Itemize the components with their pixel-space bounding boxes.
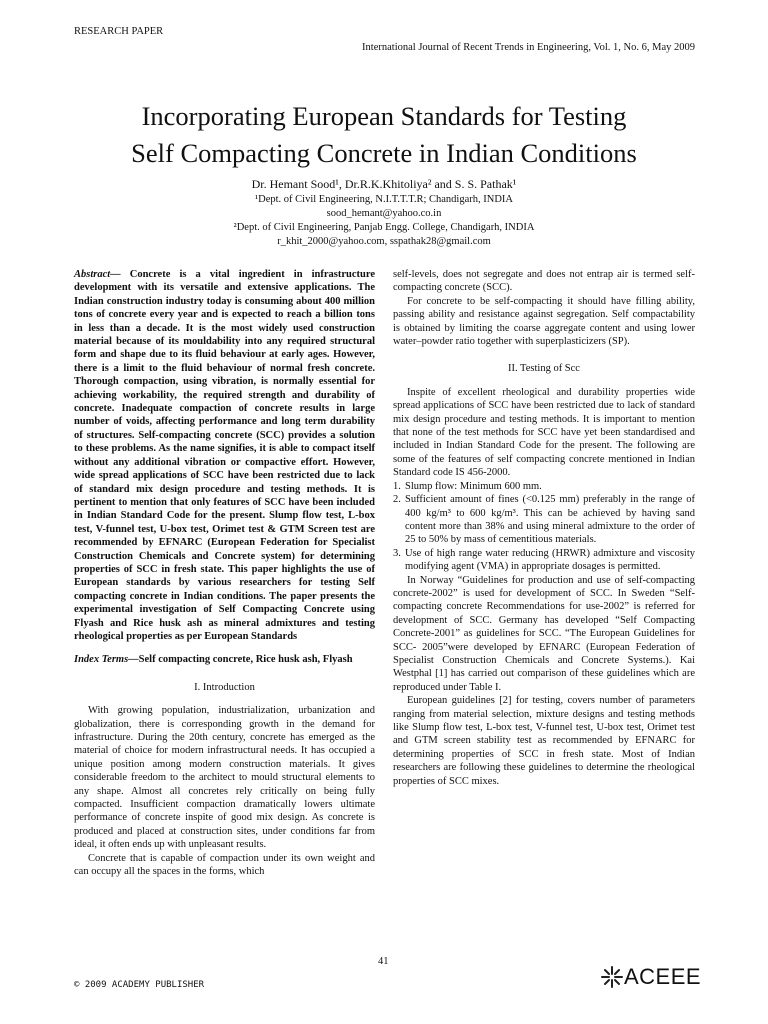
affiliation-2: ²Dept. of Civil Engineering, Panjab Engg. College, Chandigarh, INDIA: [233, 222, 535, 233]
title-line-2: Self Compacting Concrete in Indian Conditions: [131, 138, 637, 168]
author-list: Dr. Hemant Sood¹, Dr.R.K.Khitoliya² and S. S. Pathak¹: [251, 177, 517, 191]
page-number: 41: [378, 956, 389, 967]
abstract-label: Abstract—: [74, 269, 121, 280]
affiliation-email-1: sood_hemant@yahoo.co.in: [326, 208, 442, 219]
list-item: [393, 480, 695, 493]
testing-paragraph: Inspite of excellent rheological and durability properties wide spread applications of SCC have been restricted due to lack of standard mix design procedure and testing methods. It is important to mention that none of the test methods for SCC have yet been standardised and included in Indian Standard Code for the present. The following are some of the features of self compacting concrete mentioned in Indian Standard code IS 456-2000.: [393, 386, 695, 479]
list-number: 1.: [393, 480, 401, 492]
list-number: 2.: [393, 494, 401, 506]
european-guidelines-paragraph: European guidelines [2] for testing, covers number of parameters ranging from material selection, mixture designs and testing methods like Slump flow test, L-box test, V-funnel test, U-box test, Orimet test and GTM screen stability test as recommended by EFNARC for determining properties of SCC in fresh state. Most of Indian researchers are following these guidelines to determine the rheological properties of SCC mixes.: [393, 695, 695, 787]
section-heading-testing: II. Testing of Scc: [508, 363, 580, 375]
scc-definition-paragraph: self-levels, does not segregate and does not entrap air is termed self-compacting concrete (SCC).: [393, 269, 695, 294]
aceee-logo: [600, 964, 701, 990]
copyright-notice: © 2009 ACADEMY PUBLISHER: [74, 980, 205, 990]
running-header-label: RESEARCH PAPER: [74, 26, 164, 37]
intro-paragraph-2: Concrete that is capable of compaction under its own weight and can occupy all the spaces in the forms, which: [74, 852, 375, 878]
right-column: [393, 268, 695, 788]
list-text: Sufficient amount of fines (<0.125 mm) preferably in the range of 400 kg/m³ to 600 kg/m³. This can be achieved by having sand content more than 38% and using mineral admixture to the order of 25 to 50% by mass of cementitious materials.: [405, 494, 695, 546]
features-list: [393, 480, 695, 574]
title-line-1: Incorporating European Standards for Testing: [141, 101, 627, 131]
abstract-text: Concrete is a vital ingredient in infrastructure development with its versatile and extensive applications. The Indian construction industry today is consuming about 400 million tons of concrete every year and is expected to reach a billion tons in less than a decade. It is the most widely used construction material because of its mouldability into any required structural form and shape due to its fluid behaviour at early ages. However, there is a limit to the fluid behaviour of normal fresh concrete. Thorough compaction, using vibration, is normally essential for achieving workability, the required strength and durability of concrete. Inadequate compaction of concrete results in large number of voids, affecting performance and long term durability of structures. Self-compacting concrete (SCC) provides a solution to these problems. As the name signifies, it is able to compact itself without any additional vibration or compactive effort. However, wide spread applications of SCC have been restricted due to lack of standard mix design procedure and testing methods. It is pertinent to mention that only features of SCC have been included in Indian Standard Code for the present. Slump flow test, L-box test, V-funnel test, U-box test, Orimet test & GTM Screen test are recommended by EFNARC (European Federation for Specialist Construction Chemicals and Concrete system) for determining properties of SCC in fresh state. This paper highlights the use of European standards by various researchers for testing Self compacting concrete in Indian conditions. The paper presents the experimental investigation of Self Compacting Concrete using Flyash and Rice husk ash as mineral admixtures and testing rheological properties as per European Standards: [74, 269, 375, 642]
journal-citation: International Journal of Recent Trends in Engineering, Vol. 1, No. 6, May 2009: [362, 42, 695, 53]
guidelines-paragraph: In Norway “Guidelines for production and use of self-compacting concrete-2002” is used for development of SCC. In Sweden “Self-compacting concrete Recommendations for use-2002” is referred for development of SCC. Germany has developed “Self Compacting Concrete-2001” as guidelines for SCC. “The European Guidelines for SCC- 2005”were developed by EFNARC (European Federation of Specialist Construction Chemicals and Concrete Systems.). Kai Westphal [1] has carried out comparison of these guidelines which are reproduced under Table I.: [393, 574, 695, 693]
abstract: [74, 268, 375, 643]
affiliation-1: ¹Dept. of Civil Engineering, N.I.T.T.T.R; Chandigarh, INDIA: [254, 194, 513, 205]
list-text: Use of high range water reducing (HRWR) admixture and viscosity modifying agent (VMA) in appropriate dosages is permitted.: [405, 547, 695, 573]
aceee-logo-text: ACEEE: [624, 964, 702, 989]
affiliation-email-2: r_khit_2000@yahoo.com, sspathak28@gmail.com: [277, 236, 491, 247]
left-column: [74, 268, 375, 878]
index-terms-label: Index Terms: [74, 654, 129, 666]
list-item: [393, 547, 695, 574]
paper-title: [0, 98, 768, 172]
affiliations: [0, 193, 768, 249]
list-number: 3.: [393, 547, 401, 559]
aceee-star-icon: [600, 965, 624, 989]
index-terms: [74, 653, 375, 666]
section-heading-introduction: I. Introduction: [194, 681, 255, 693]
list-item: [393, 493, 695, 547]
intro-paragraph-1: With growing population, industrialization, urbanization and globalization, there is corresponding growth in the demand for infrastructure. During the 20th century, concrete has emerged as the material of choice for modern infrastructural needs. It has occupied a unique position among modern construction materials. It gives considerable freedom to the architect to mould structural elements to any shape. Almost all concretes rely critically on being fully compacted. Insufficient compaction dramatically lowers ultimate performance of concrete inspite of good mix design. As concrete is produced and placed at construction sites, under conditions far from ideal, it often ends up with unpleasant results.: [74, 705, 375, 851]
list-text: Slump flow: Minimum 600 mm.: [405, 480, 542, 492]
index-terms-text: —Self compacting concrete, Rice husk ash, Flyash: [128, 654, 353, 666]
self-compacting-paragraph: For concrete to be self-compacting it should have filling ability, passing ability and resistance against segregation. Self compactability is obtained by limiting the coarse aggregate content and using lower water–powder ratio together with superplasticizers (SP).: [393, 295, 695, 348]
